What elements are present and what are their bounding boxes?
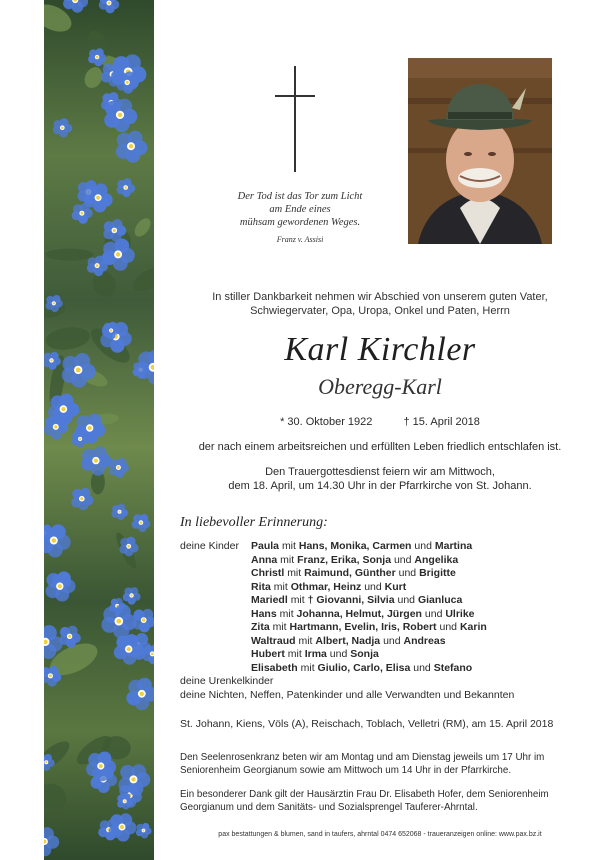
connector-text: und bbox=[414, 540, 432, 552]
connector-text: mit bbox=[287, 648, 302, 660]
quote-line: mühsam gewordenen Weges. bbox=[239, 217, 361, 228]
child-partners: Giulio, Carlo, Elisa bbox=[317, 661, 411, 674]
connector-text: mit bbox=[300, 661, 315, 674]
memory-heading: In liebevoller Erinnerung: bbox=[180, 515, 328, 530]
connector-text: und bbox=[397, 594, 416, 606]
child-row bbox=[251, 648, 487, 662]
connector-text: mit bbox=[280, 553, 295, 566]
child-partners: Johanna, Helmut, Jürgen bbox=[296, 607, 422, 620]
child-row bbox=[251, 554, 487, 568]
child-row bbox=[251, 594, 487, 608]
death-date: † 15. April 2018 bbox=[403, 416, 480, 428]
child-name: Elisabeth bbox=[251, 661, 298, 674]
child-partners: † Giovanni, Silvia bbox=[307, 594, 395, 606]
child-row bbox=[251, 621, 487, 635]
thanks-notice: Ein besonderer Dank gilt der Hausärztin Frau Dr. Elisabeth Hofer, dem Seniorenheim Georgianum und dem Sanitäts- und Sozialsprengel Tauferer-Ahrntal. bbox=[180, 789, 549, 813]
death-statement: der nach einem arbeitsreichen und erfüllten Leben friedlich entschlafen ist. bbox=[198, 441, 562, 453]
child-row bbox=[251, 540, 487, 554]
child-row bbox=[251, 608, 487, 622]
deceased-name: Karl Kirchler bbox=[284, 331, 476, 368]
extended-family bbox=[180, 675, 514, 702]
service-line: Den Trauergottesdienst feiern wir am Mittwoch, bbox=[265, 466, 495, 478]
intro-line: Schwiegervater, Opa, Uropa, Onkel und Paten, Herrn bbox=[250, 305, 510, 317]
child-name: Rita bbox=[251, 580, 271, 593]
connector-text: und bbox=[398, 567, 417, 579]
children-list bbox=[251, 540, 487, 675]
connector-text: und bbox=[393, 553, 412, 566]
child-partners: Albert, Nadja bbox=[315, 634, 381, 647]
child-row bbox=[251, 635, 487, 649]
connector-text: mit bbox=[298, 634, 313, 647]
child-row bbox=[251, 567, 487, 581]
rosary-notice: Den Seelenrosenkranz beten wir am Montag und am Dienstag jeweils um 17 Uhr im Seniorenheim Georgianum sowie am Mittwoch um 14 Uhr in der Pfarrkirche. bbox=[180, 752, 545, 776]
intro-text bbox=[160, 290, 600, 318]
child-partners: Othmar, Heinz bbox=[290, 580, 362, 593]
relatives-line: deine Nichten, Neffen, Patenkinder und alle Verwandten und Bekannten bbox=[180, 688, 515, 701]
connector-text: und bbox=[424, 607, 443, 620]
child-partners: Raimund, Günther bbox=[304, 567, 396, 579]
child-name: Waltraud bbox=[251, 634, 296, 647]
birth-date: * 30. Oktober 1922 bbox=[280, 416, 373, 428]
child-last: Ulrike bbox=[445, 607, 475, 620]
flower-graphic bbox=[44, 0, 154, 860]
connector-text: und bbox=[364, 580, 382, 593]
connector-text: und bbox=[413, 661, 431, 674]
connector-text: und bbox=[383, 634, 401, 647]
connector-text: mit bbox=[273, 580, 288, 593]
cross-icon bbox=[275, 66, 315, 172]
child-name: Zita bbox=[251, 621, 270, 633]
quote-line: am Ende eines bbox=[269, 204, 331, 215]
child-partners: Hartmann, Evelin, Iris, Robert bbox=[289, 621, 437, 633]
child-partners: Hans, Monika, Carmen bbox=[298, 540, 412, 552]
child-row bbox=[251, 581, 487, 595]
child-last: Angelika bbox=[414, 553, 459, 566]
great-grandchildren-line: deine Urenkelkinder bbox=[180, 675, 274, 687]
child-name: Paula bbox=[251, 540, 280, 552]
connector-text: mit bbox=[287, 567, 302, 579]
child-last: Andreas bbox=[403, 634, 446, 647]
child-last: Kurt bbox=[384, 580, 407, 593]
connector-text: mit bbox=[290, 594, 305, 606]
connector-text: und bbox=[439, 621, 458, 633]
child-last: Gianluca bbox=[417, 594, 463, 606]
child-row bbox=[251, 662, 487, 676]
service-line: dem 18. April, um 14.30 Uhr in der Pfarrkirche von St. Johann. bbox=[228, 480, 532, 492]
deceased-nickname: Oberegg-Karl bbox=[318, 374, 442, 399]
children-label: deine Kinder bbox=[180, 540, 239, 552]
child-name: Mariedl bbox=[251, 594, 288, 606]
footer-publisher: pax bestattungen & blumen, sand in taufers, ahrntal 0474 652068 - traueranzeigen online: www.pax.bz.it bbox=[218, 831, 542, 838]
life-dates bbox=[160, 415, 600, 429]
intro-line: In stiller Dankbarkeit nehmen wir Abschied von unserem guten Vater, bbox=[212, 291, 548, 303]
connector-text: mit bbox=[279, 607, 294, 620]
child-last: Martina bbox=[434, 540, 473, 552]
child-name: Anna bbox=[251, 553, 278, 566]
portrait-photo bbox=[408, 58, 552, 244]
connector-text: mit bbox=[281, 540, 296, 552]
funeral-service bbox=[160, 465, 600, 493]
child-last: Stefano bbox=[433, 661, 473, 674]
connector-text: mit bbox=[272, 621, 287, 633]
connector-text: und bbox=[329, 648, 348, 660]
forget-me-not-image bbox=[44, 0, 154, 860]
child-partners: Irma bbox=[304, 648, 327, 660]
quote-author: Franz v. Assisi bbox=[276, 235, 324, 244]
child-last: Karin bbox=[459, 621, 487, 633]
child-last: Brigitte bbox=[419, 567, 456, 579]
quote-line: Der Tod ist das Tor zum Licht bbox=[237, 191, 363, 202]
child-name: Hubert bbox=[251, 648, 285, 660]
child-partners: Franz, Erika, Sonja bbox=[297, 553, 392, 566]
place-and-date: St. Johann, Kiens, Völs (A), Reischach, Toblach, Velletri (RM), am 15. April 2018 bbox=[180, 718, 554, 730]
quote-block bbox=[190, 190, 410, 246]
child-name: Christl bbox=[251, 567, 285, 579]
child-last: Sonja bbox=[350, 648, 379, 660]
child-name: Hans bbox=[251, 607, 277, 620]
